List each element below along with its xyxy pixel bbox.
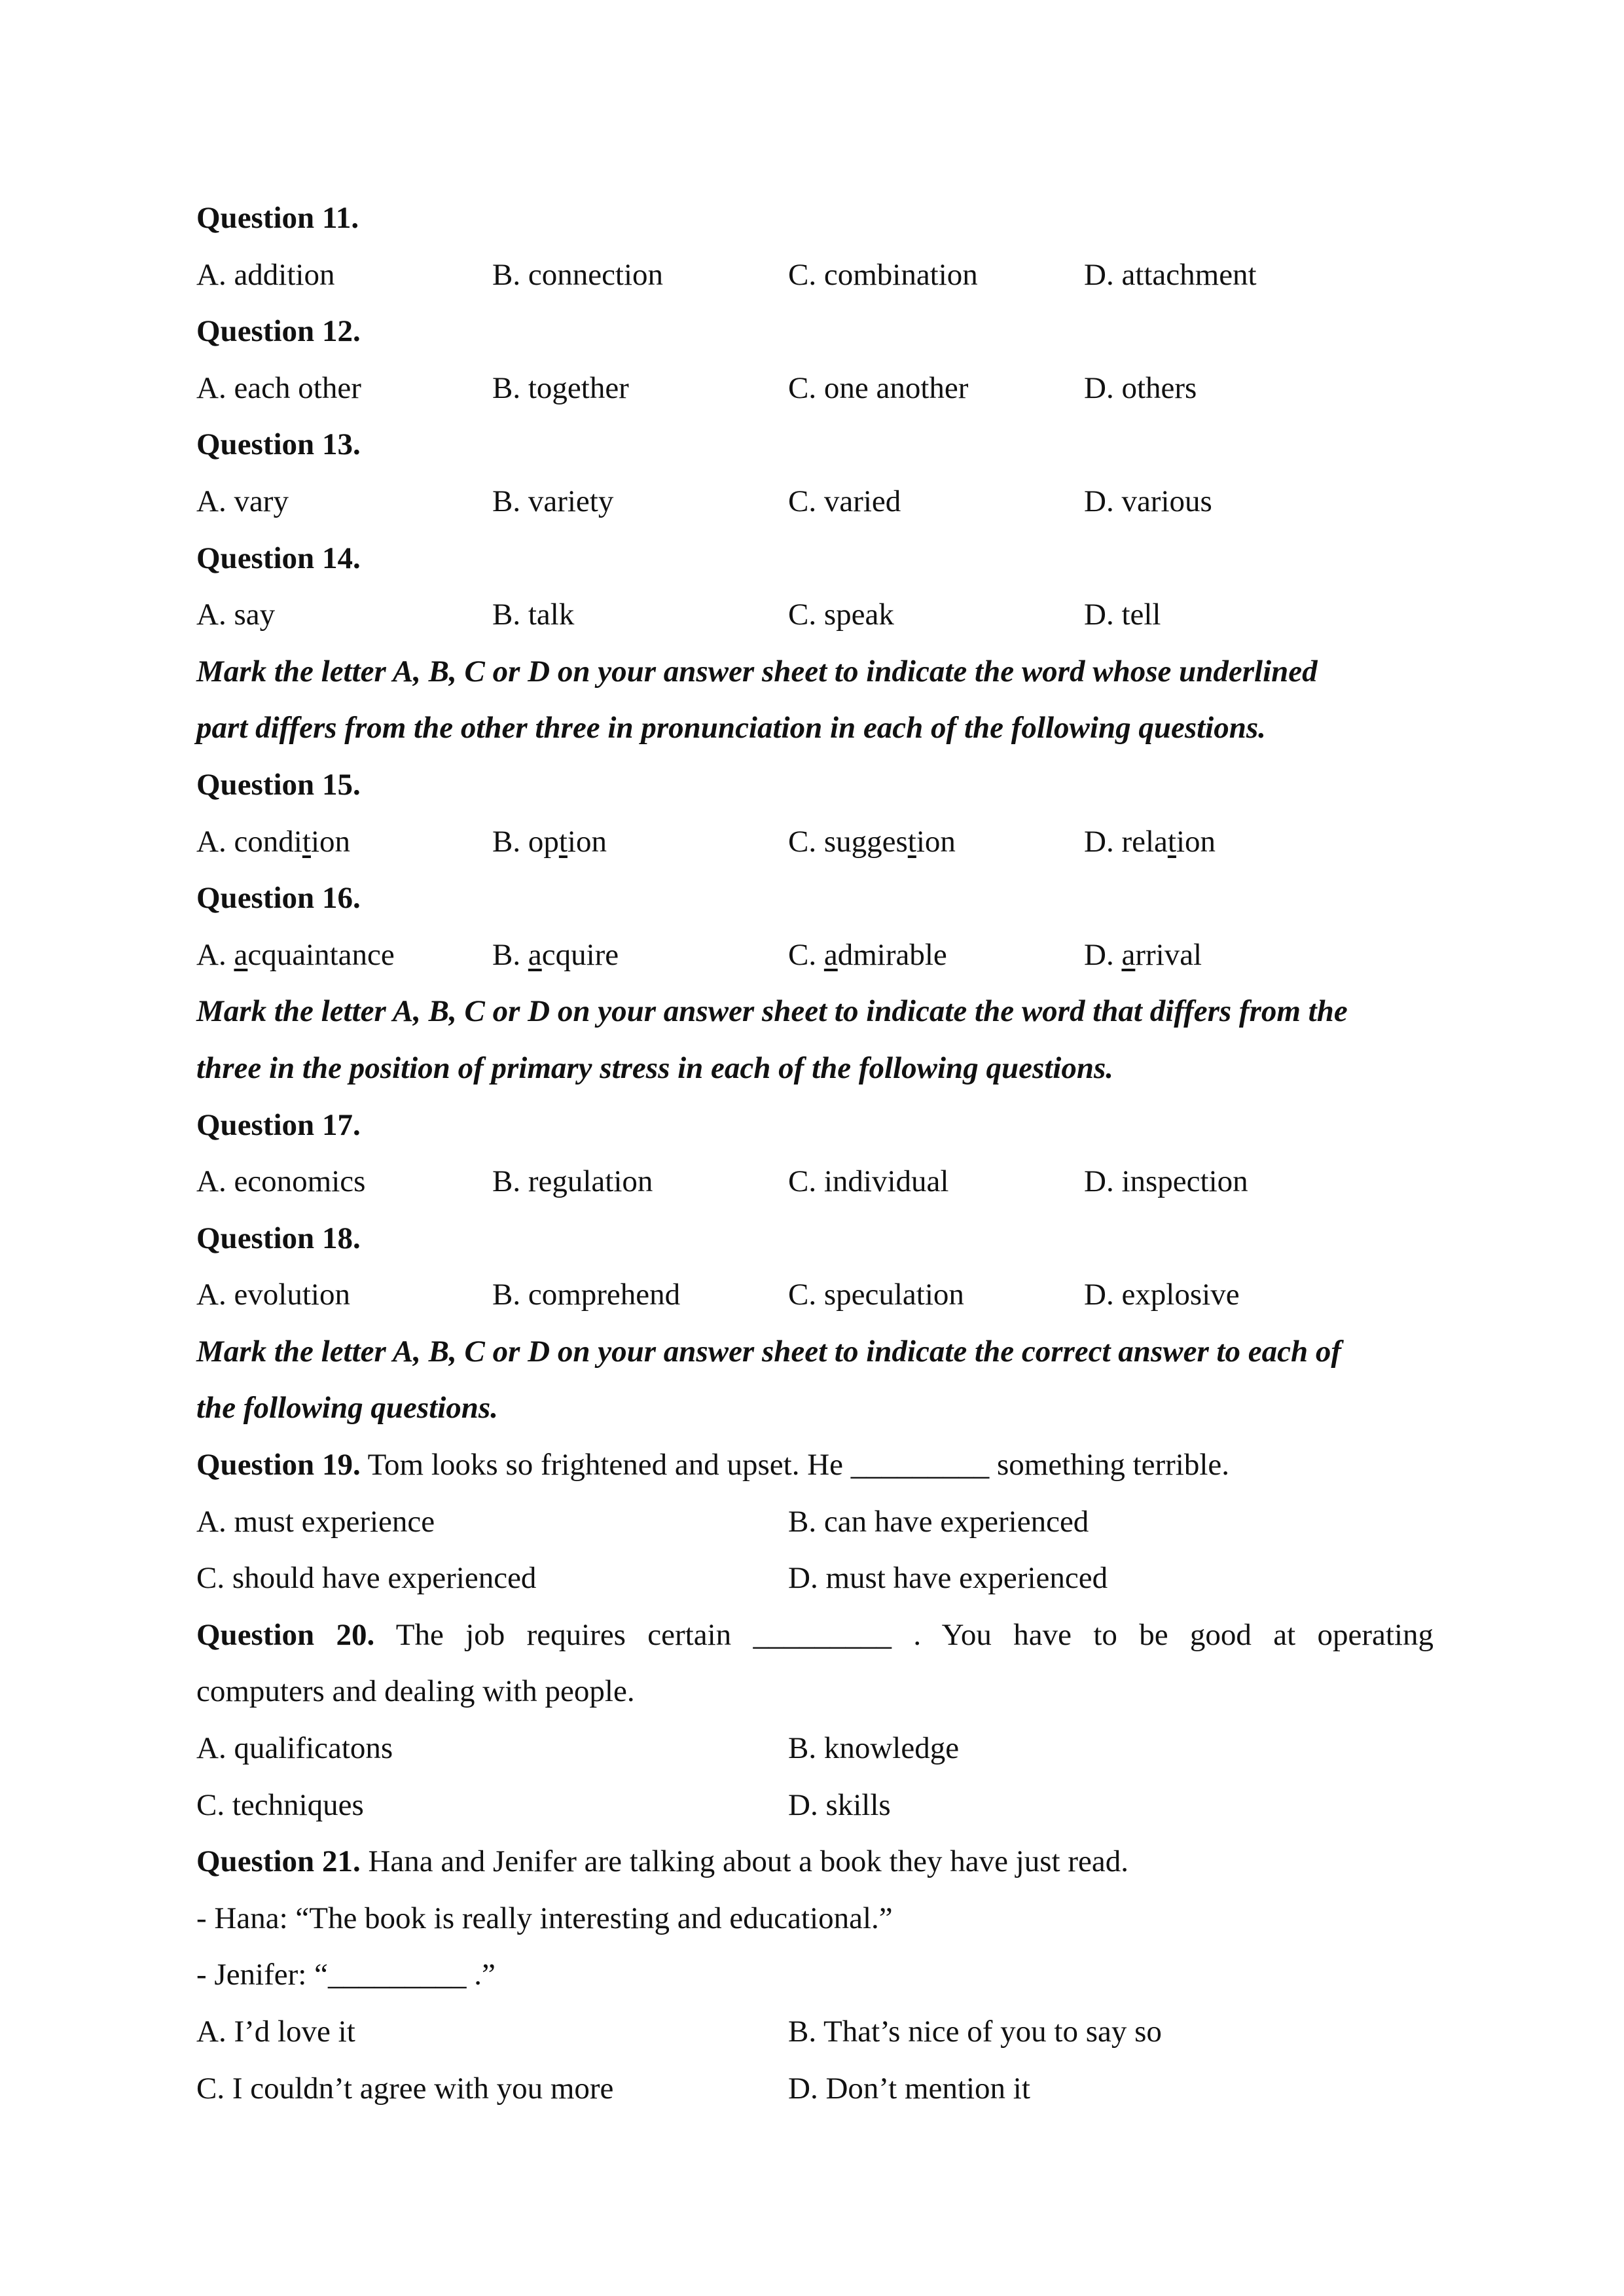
underlined-part: t [302,824,311,859]
question-21-stem [196,1833,1434,1890]
option-b: B. connection [492,257,664,292]
option-d: D. attachment [1084,257,1257,292]
instruction-pronunciation-line-2: part differs from the other three in pronunciation in each of the following questions. [196,711,1266,745]
option-c: C. varied [788,484,901,518]
option-a: A. must experience [196,1504,435,1539]
question-13-options [196,473,1434,530]
question-11-options [196,247,1434,304]
instruction-stress-line-1: Mark the letter A, B, C or D on your answer sheet to indicate the word that differs from the [196,994,1348,1029]
question-21-options-row-1 [196,2003,1434,2060]
question-17-title: Question 17. [196,1107,361,1142]
underlined-part: t [1167,824,1176,859]
option-c: C. techniques [196,1787,364,1822]
underlined-part: t [907,824,916,859]
option-b: B. regulation [492,1164,653,1199]
option-a: A. qualificatons [196,1731,393,1766]
option-b: B. acquire [492,937,619,972]
underlined-part: a [528,937,542,972]
option-c: C. combination [788,257,978,292]
option-c: C. admirable [788,937,947,972]
underlined-part: a [1121,937,1136,972]
option-b: B. comprehend [492,1278,681,1312]
option-d: D. various [1084,484,1212,518]
question-20-text: The job requires certain _________ . You have to be good at operating [374,1617,1434,1652]
option-a: A. each other [196,370,361,405]
question-15-options [196,814,1434,870]
question-18-options [196,1266,1434,1323]
option-a: A. addition [196,257,335,292]
question-21-dialogue-jenifer: - Jenifer: “_________ .” [196,1958,496,1992]
instruction-correct-answer-line-2: the following questions. [196,1391,498,1426]
option-b: B. option [492,824,607,859]
underlined-part: a [234,937,248,972]
question-19-text: Tom looks so frightened and upset. He _________ something terrible. [360,1448,1230,1482]
option-d: D. Don’t mention it [788,2071,1030,2106]
question-20-options-row-2 [196,1777,1434,1834]
option-b: B. That’s nice of you to say so [788,2015,1162,2049]
question-15-title: Question 15. [196,767,361,802]
option-c: C. I couldn’t agree with you more [196,2071,614,2106]
option-b: B. talk [492,598,575,632]
option-c: C. should have experienced [196,1561,537,1596]
option-d: D. others [1084,370,1197,405]
option-a: A. say [196,598,276,632]
question-12-options [196,360,1434,417]
question-19-stem [196,1437,1434,1494]
option-a: A. I’d love it [196,2015,355,2049]
question-16-options [196,927,1434,984]
option-b: B. together [492,370,629,405]
question-14-options [196,586,1434,643]
question-11-title: Question 11. [196,201,359,235]
question-19-title: Question 19. [196,1448,361,1482]
question-17-options [196,1153,1434,1210]
question-21-text: Hana and Jenifer are talking about a book they have just read. [360,1844,1128,1879]
question-14-title: Question 14. [196,541,361,575]
question-20-options-row-1 [196,1720,1434,1777]
option-d: D. must have experienced [788,1561,1108,1596]
option-d: D. relation [1084,824,1216,859]
question-20-title: Question 20. [196,1617,375,1652]
question-20-stem-line-2: computers and dealing with people. [196,1674,635,1709]
option-d: D. explosive [1084,1278,1240,1312]
question-13-title: Question 13. [196,427,361,462]
question-21-title: Question 21. [196,1844,361,1879]
question-19-options-row-2 [196,1550,1434,1607]
underlined-part: a [823,937,838,972]
option-d: D. skills [788,1787,891,1822]
option-d: D. tell [1084,598,1161,632]
question-18-title: Question 18. [196,1221,361,1255]
option-a: A. acquaintance [196,937,395,972]
question-20-stem-line-1 [196,1607,1434,1664]
instruction-stress-line-2: three in the position of primary stress in each of the following questions. [196,1050,1114,1085]
option-c: C. speculation [788,1278,964,1312]
option-b: B. can have experienced [788,1504,1089,1539]
option-a: A. economics [196,1164,366,1199]
question-19-options-row-1 [196,1494,1434,1551]
question-21-options-row-2 [196,2060,1434,2117]
option-c: C. one another [788,370,969,405]
option-c: C. individual [788,1164,949,1199]
option-d: D. arrival [1084,937,1202,972]
option-a: A. vary [196,484,289,518]
option-d: D. inspection [1084,1164,1248,1199]
question-21-dialogue-hana: - Hana: “The book is really interesting and educational.” [196,1901,893,1935]
question-16-title: Question 16. [196,881,361,916]
exam-page [196,190,1434,2117]
option-c: C. suggestion [788,824,956,859]
instruction-pronunciation-line-1: Mark the letter A, B, C or D on your answer sheet to indicate the word whose underlined [196,654,1318,689]
option-b: B. knowledge [788,1731,960,1766]
underlined-part: t [558,824,568,859]
option-a: A. condition [196,824,350,859]
option-a: A. evolution [196,1278,350,1312]
instruction-correct-answer-line-1: Mark the letter A, B, C or D on your answer sheet to indicate the correct answer to each of [196,1334,1342,1369]
option-b: B. variety [492,484,614,518]
option-c: C. speak [788,598,894,632]
question-12-title: Question 12. [196,314,361,349]
